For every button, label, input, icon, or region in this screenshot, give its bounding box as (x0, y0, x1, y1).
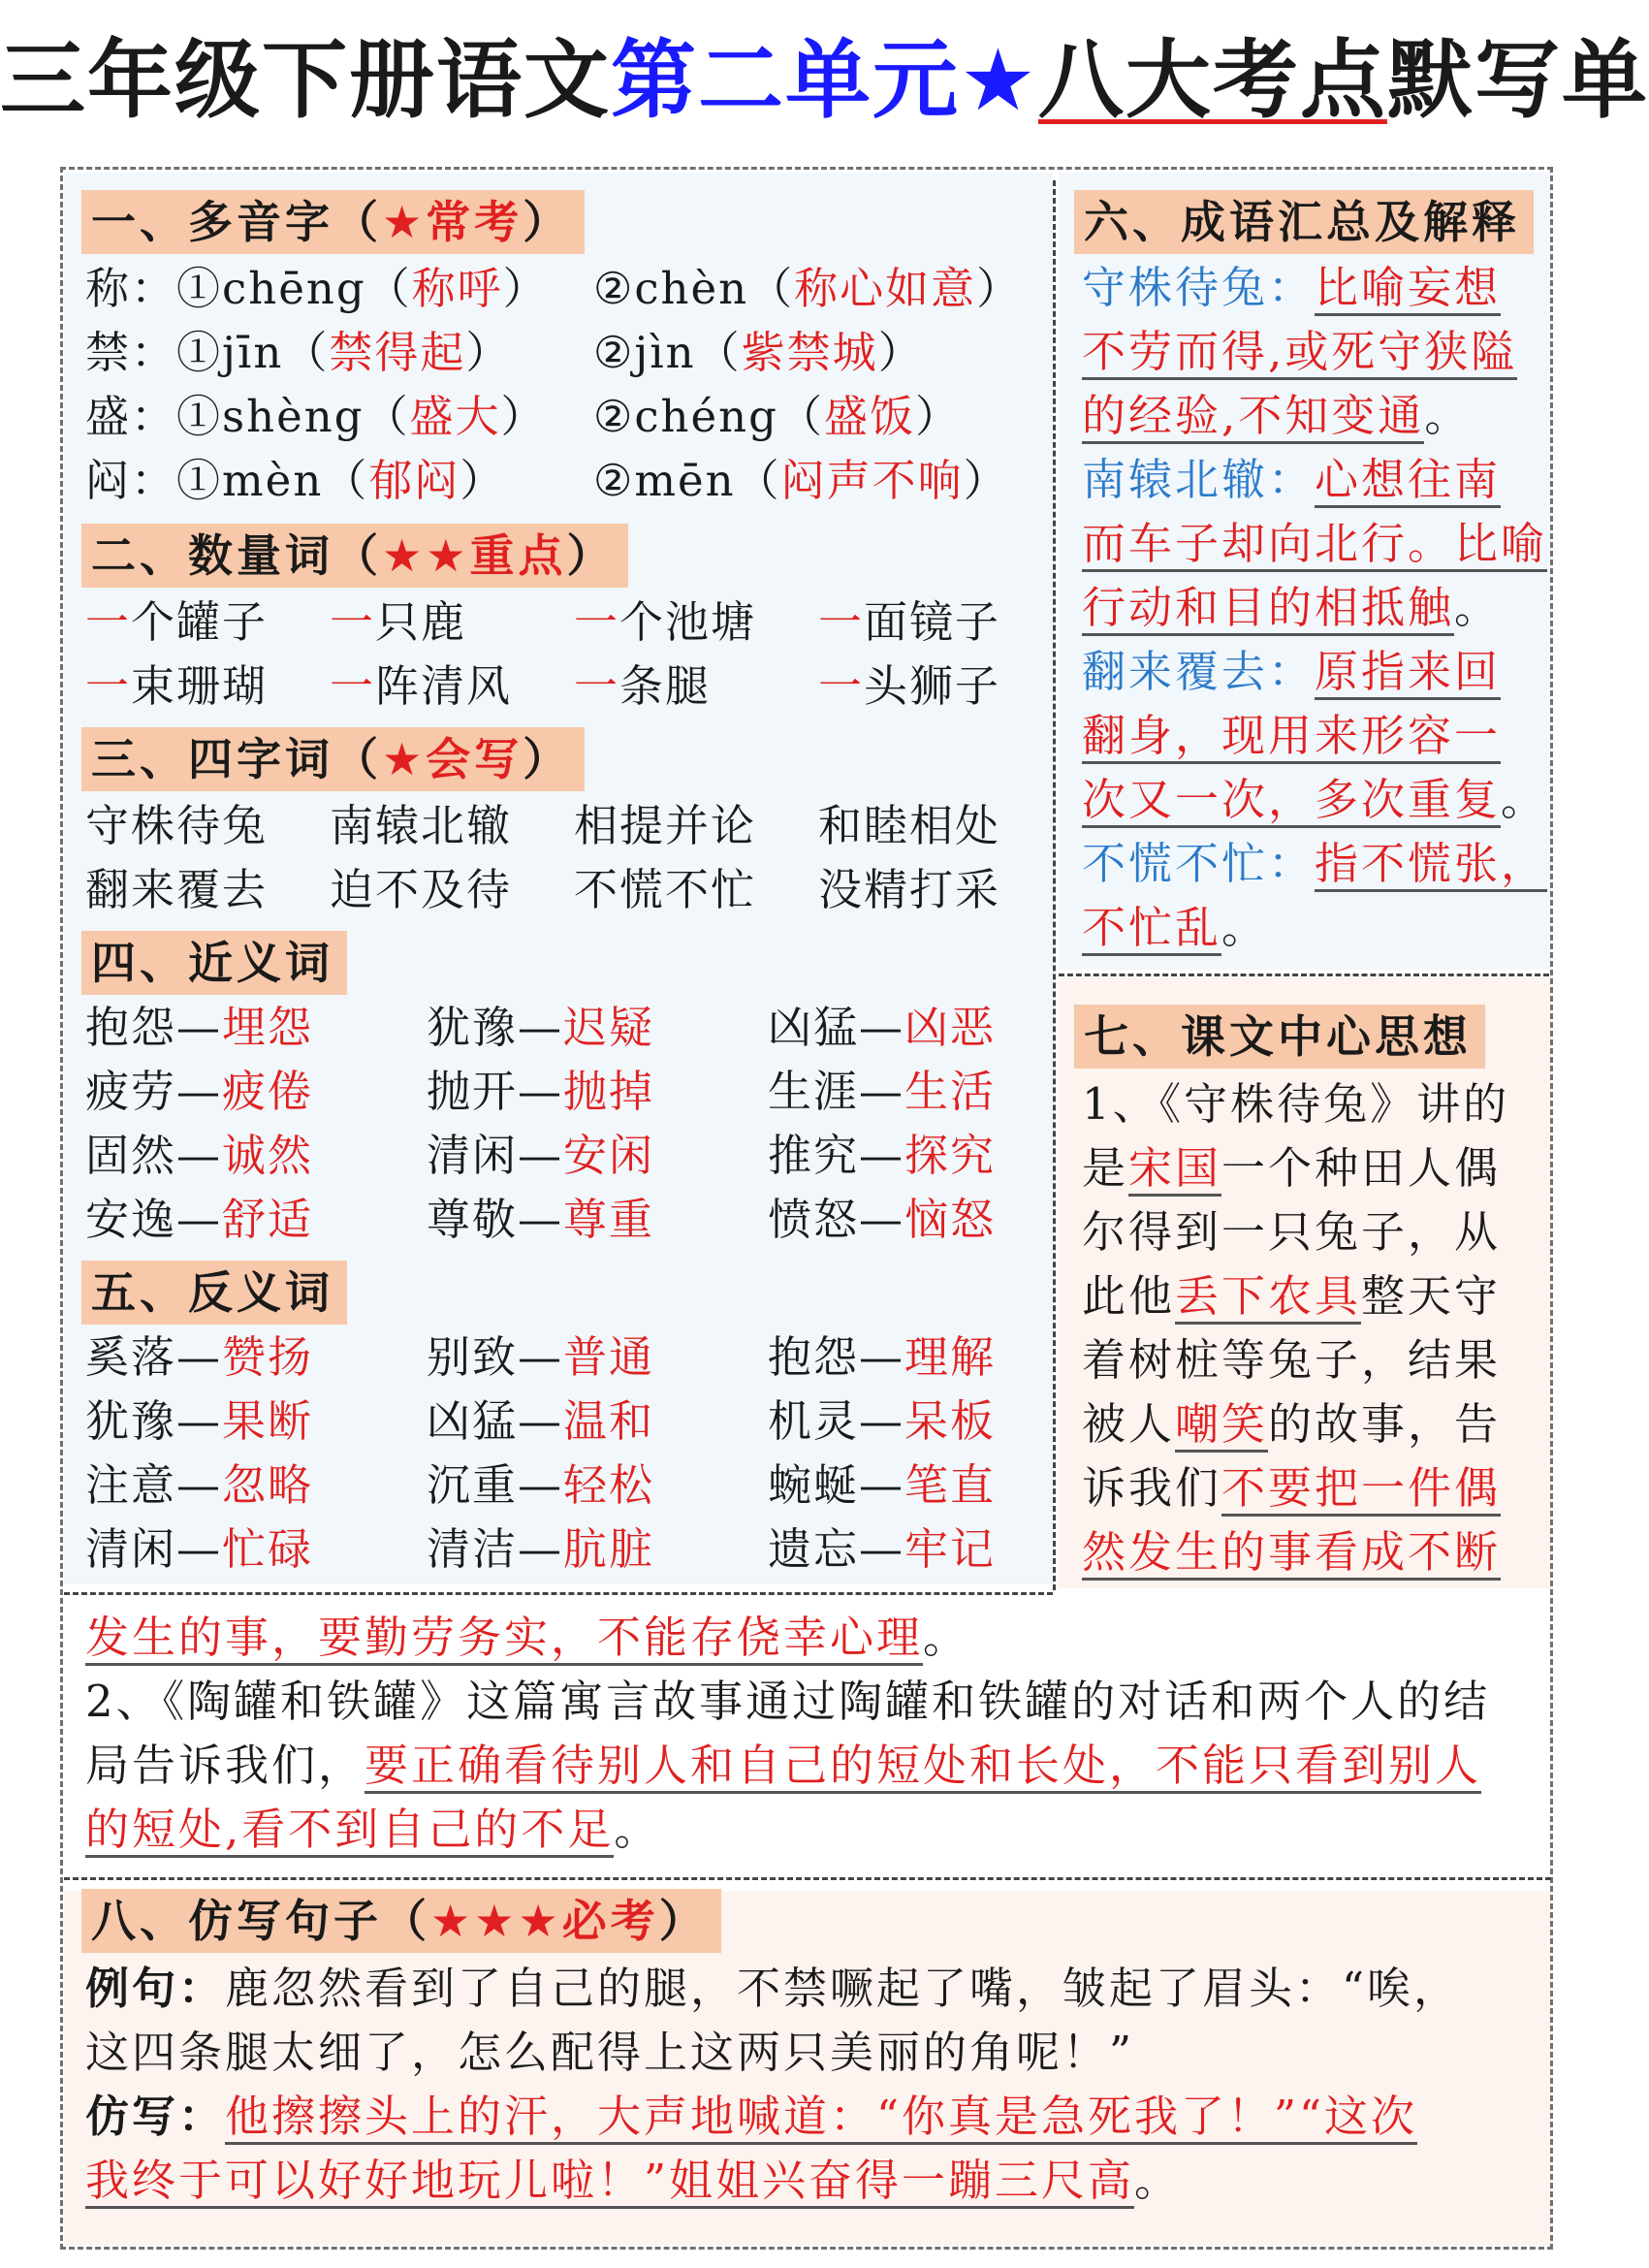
theme-line: 此他丢下农具整天守 (1082, 1264, 1501, 1328)
theme-paragraph-2: 局告诉我们，要正确看待别人和自己的短处和长处，不能只看到别人 (85, 1734, 1481, 1798)
antonym-pair: 奚落—赞扬 (85, 1331, 314, 1383)
theme-line: 尔得到一只兔子，从 (1082, 1206, 1502, 1258)
antonym-pair: 犹豫—果断 (85, 1395, 314, 1447)
antonym-pair: 清洁—肮脏 (427, 1523, 655, 1575)
idiom-explain-line: 翻身，现用来形容一 (1082, 704, 1501, 768)
idiom-word: 迫不及待 (330, 864, 513, 915)
antonym-pair: 遗忘—牢记 (768, 1523, 997, 1575)
antonym-pair: 别致—普通 (427, 1331, 655, 1383)
polyphone-row: 盛：①shèng（盛大） (85, 391, 547, 442)
section-4-header: 四、近义词 (81, 931, 347, 995)
idiom-explain-line: 而车子却向北行。比喻 (1082, 512, 1547, 576)
antonym-pair: 机灵—呆板 (768, 1395, 997, 1447)
theme-paragraph-2: 的短处,看不到自己的不足。 (85, 1798, 660, 1862)
section-5-header: 五、反义词 (81, 1261, 347, 1325)
measure-word: 一个罐子 (85, 596, 269, 648)
bottom-divider (64, 1877, 1551, 1880)
synonym-pair: 愤怒—恼怒 (768, 1194, 997, 1245)
measure-word: 一束珊瑚 (85, 660, 269, 712)
measure-word: 一只鹿 (330, 596, 467, 648)
idiom-explain-line: 翻来覆去：原指来回 (1082, 640, 1501, 704)
idiom-explain-line: 的经验,不知变通。 (1082, 384, 1471, 448)
idiom-explain-line: 守株待兔：比喻妄想 (1082, 256, 1501, 320)
synonym-pair: 凶猛—凶恶 (768, 1002, 997, 1053)
idiom-explain-line: 次又一次，多次重复。 (1082, 768, 1547, 832)
section-2-header: 二、数量词（★★重点） (81, 524, 628, 588)
synonym-pair: 固然—诚然 (85, 1130, 314, 1181)
polyphone-row: 闷：①mèn（郁闷） (85, 455, 506, 506)
theme-line: 被人嘲笑的故事，告 (1082, 1392, 1501, 1456)
theme-line: 是宋国一个种田人偶 (1082, 1136, 1501, 1200)
measure-word: 一头狮子 (818, 660, 1001, 712)
theme-line: 1、《守株待兔》讲的 (1082, 1078, 1510, 1130)
idiom-word: 没精打采 (818, 864, 1001, 915)
idiom-explain-line: 行动和目的相抵触。 (1082, 576, 1501, 640)
section-3-header: 三、四字词（★会写） (81, 727, 585, 791)
synonym-pair: 推究—探究 (768, 1130, 997, 1181)
idiom-explain-line: 不劳而得,或死守狭隘 (1082, 320, 1517, 384)
synonym-pair: 犹豫—迟疑 (427, 1002, 655, 1053)
polyphone-row-2: ②mēn（闷声不响） (593, 455, 1009, 506)
idiom-word: 相提并论 (574, 800, 757, 851)
polyphone-row-2: ②chéng（盛饭） (593, 391, 961, 442)
measure-word: 一面镜子 (818, 596, 1001, 648)
antonym-pair: 清闲—忙碌 (85, 1523, 314, 1575)
theme-line: 诉我们不要把一件偶 (1082, 1456, 1501, 1520)
measure-word: 一个池塘 (574, 596, 757, 648)
section-8-header: 八、仿写句子（★★★必考） (81, 1889, 721, 1953)
antonym-pair: 抱怨—理解 (768, 1331, 997, 1383)
title-part-2: 第二单元★ (611, 30, 1038, 130)
title-part-1: 三年级下册语文 (0, 30, 612, 130)
polyphone-row: 禁：①jīn（禁得起） (85, 327, 512, 378)
section-7-header: 七、课文中心思想 (1074, 1005, 1485, 1069)
synonym-pair: 抱怨—埋怨 (85, 1002, 314, 1053)
antonym-pair: 注意—忽略 (85, 1459, 314, 1511)
idiom-word: 和睦相处 (818, 800, 1001, 851)
idiom-word: 南辕北辙 (330, 800, 513, 851)
imitation-sentence: 我终于可以好好地玩儿啦！”姐姐兴奋得一蹦三尺高。 (85, 2149, 1181, 2213)
measure-word: 一条腿 (574, 660, 712, 712)
synonym-pair: 安逸—舒适 (85, 1194, 314, 1245)
antonym-pair: 凶猛—温和 (427, 1395, 655, 1447)
section-6-header: 六、成语汇总及解释 (1074, 190, 1534, 254)
example-sentence: 这四条腿太细了，怎么配得上这两只美丽的角呢！” (85, 2027, 1135, 2078)
polyphone-row: 称：①chēng（称呼） (85, 263, 549, 314)
synonym-pair: 抛开—抛掉 (427, 1066, 655, 1117)
polyphone-row-2: ②jìn（紫禁城） (593, 327, 924, 378)
vertical-divider (1053, 180, 1056, 1590)
page-title (0, 27, 1649, 134)
polyphone-row-2: ②chèn（称心如意） (593, 263, 1023, 314)
title-part-3: 八大考点 (1037, 30, 1387, 130)
idiom-word: 不慌不忙 (574, 864, 757, 915)
example-sentence: 例句：鹿忽然看到了自己的腿，不禁噘起了嘴，皱起了眉头：“唉， (85, 1963, 1461, 2014)
antonym-pair: 蜿蜒—笔直 (768, 1459, 997, 1511)
title-part-4: 默写单 (1386, 30, 1649, 130)
synonym-pair: 生涯—生活 (768, 1066, 997, 1117)
theme-paragraph-2: 2、《陶罐和铁罐》这篇寓言故事通过陶罐和铁罐的对话和两个人的结 (85, 1676, 1491, 1727)
measure-word: 一阵清风 (330, 660, 513, 712)
idiom-word: 守株待兔 (85, 800, 269, 851)
idiom-word: 翻来覆去 (85, 864, 269, 915)
theme-line: 着树桩等兔子，结果 (1082, 1334, 1502, 1386)
antonym-pair: 沉重—轻松 (427, 1459, 655, 1511)
idiom-explain-line: 南辕北辙：心想往南 (1082, 448, 1501, 512)
middle-divider (64, 1592, 1053, 1595)
theme-line-continued: 发生的事，要勤劳务实，不能存侥幸心理。 (85, 1606, 969, 1670)
section-1-header: 一、多音字（★常考） (81, 190, 585, 254)
theme-line: 然发生的事看成不断 (1082, 1520, 1501, 1584)
idiom-explain-line: 不忙乱。 (1082, 896, 1268, 960)
synonym-pair: 疲劳—疲倦 (85, 1066, 314, 1117)
right-divider (1059, 974, 1549, 976)
synonym-pair: 清闲—安闲 (427, 1130, 655, 1181)
synonym-pair: 尊敬—尊重 (427, 1194, 655, 1245)
imitation-sentence: 仿写：他擦擦头上的汗，大声地喊道：“你真是急死我了！”“这次 (85, 2085, 1417, 2149)
idiom-explain-line: 不慌不忙：指不慌张， (1082, 832, 1547, 896)
